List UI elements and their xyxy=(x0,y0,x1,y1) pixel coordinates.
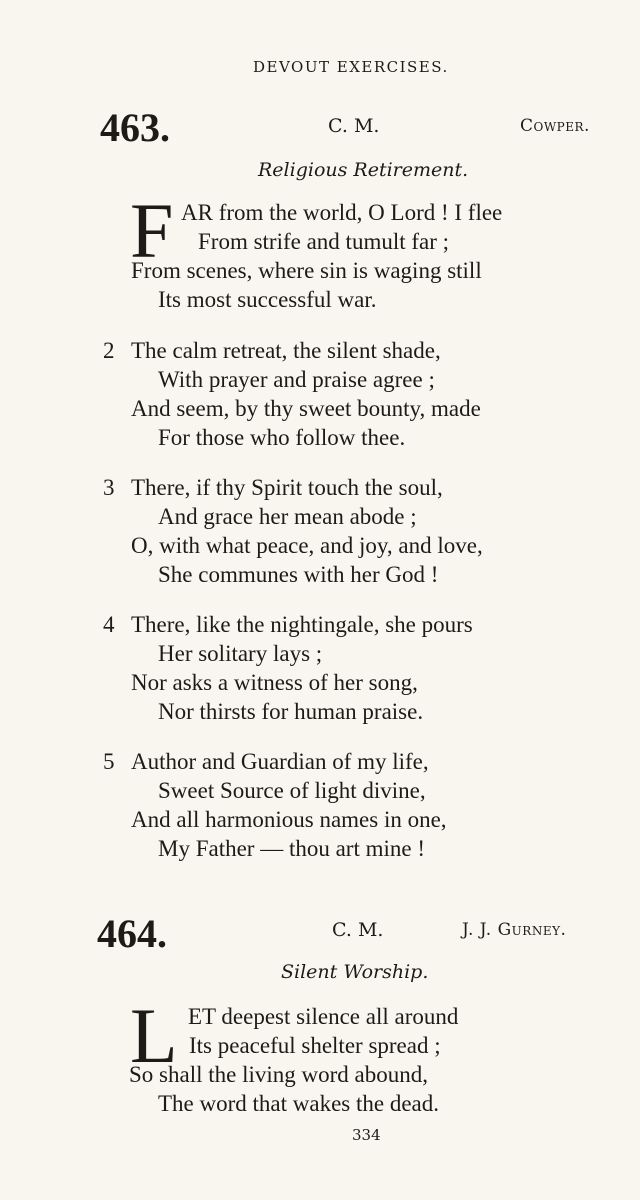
running-head: DEVOUT EXERCISES. xyxy=(253,58,449,76)
hymn-line: The word that wakes the dead. xyxy=(158,1091,440,1116)
hymn-line: My Father — thou art mine ! xyxy=(158,836,426,861)
hymn-line: Nor asks a witness of her song, xyxy=(131,670,418,695)
stanza-number: 4 xyxy=(103,612,115,637)
hymn-line: Sweet Source of light divine, xyxy=(158,778,426,803)
hymn-line: O, with what peace, and joy, and love, xyxy=(131,533,483,558)
hymn-line: So shall the living word abound, xyxy=(129,1062,428,1087)
hymn-meter: C. M. xyxy=(328,115,380,137)
stanza-number: 5 xyxy=(103,749,115,774)
hymn-line: She communes with her God ! xyxy=(158,562,439,587)
hymn-line: ET deepest silence all around xyxy=(188,1004,459,1029)
hymn-line: Nor thirsts for human praise. xyxy=(158,699,424,724)
hymn-line: And seem, by thy sweet bounty, made xyxy=(131,396,481,421)
hymn-line: AR from the world, O Lord ! I flee xyxy=(181,200,503,225)
hymn-line: And all harmonious names in one, xyxy=(131,807,447,832)
page-number: 334 xyxy=(352,1126,381,1144)
stanza-number: 2 xyxy=(103,338,115,363)
hymn-title: Silent Worship. xyxy=(281,961,429,983)
hymn-author: J. J. Gurney. xyxy=(462,920,567,940)
hymn-line: Author and Guardian of my life, xyxy=(131,749,429,774)
hymn-line: From scenes, where sin is waging still xyxy=(131,258,482,283)
hymn-line: For those who follow thee. xyxy=(158,425,406,450)
hymn-line: Its peaceful shelter spread ; xyxy=(189,1033,441,1058)
hymn-line: There, like the nightingale, she pours xyxy=(131,612,473,637)
hymn-line: And grace her mean abode ; xyxy=(158,504,417,529)
stanza-number: 3 xyxy=(103,475,115,500)
hymn-line: Her solitary lays ; xyxy=(158,641,323,666)
hymn-line: With prayer and praise agree ; xyxy=(158,367,435,392)
hymn-line: Its most successful war. xyxy=(158,287,377,312)
drop-cap: L xyxy=(130,992,178,1079)
hymn-title: Religious Retirement. xyxy=(258,159,469,181)
hymn-author: Cowper. xyxy=(520,116,590,136)
hymn-number: 463. xyxy=(100,105,170,150)
hymn-line: There, if thy Spirit touch the soul, xyxy=(131,475,443,500)
hymn-line: The calm retreat, the silent shade, xyxy=(131,338,441,363)
drop-cap: F xyxy=(130,187,174,274)
hymn-meter: C. M. xyxy=(332,919,384,941)
hymn-line: From strife and tumult far ; xyxy=(198,229,450,254)
hymn-number: 464. xyxy=(97,911,167,956)
